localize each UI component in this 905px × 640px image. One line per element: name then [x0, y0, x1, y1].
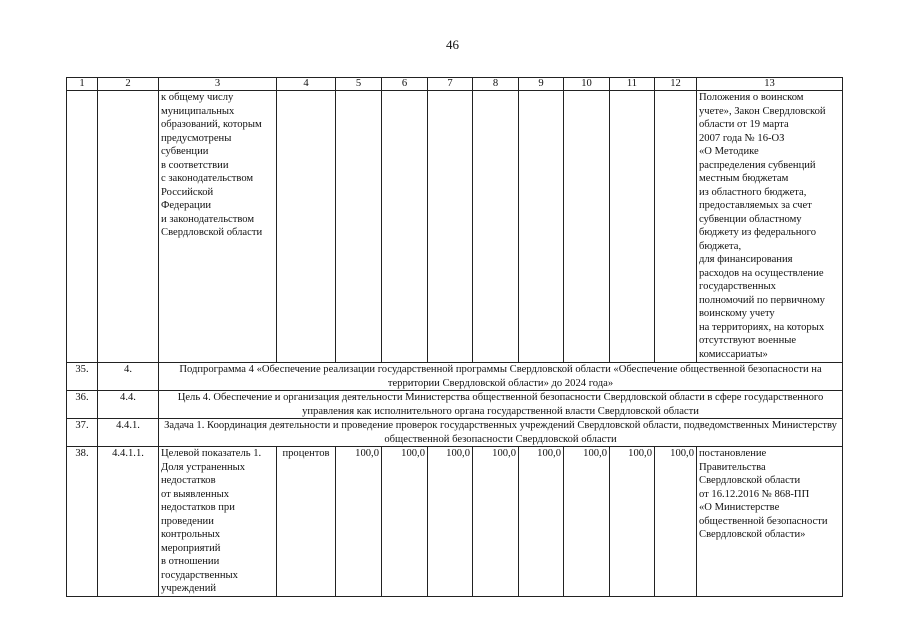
- indicator-value: 100,0: [519, 447, 564, 597]
- header-cell-7: 7: [428, 78, 473, 91]
- header-cell-10: 10: [564, 78, 610, 91]
- header-cell-13: 13: [697, 78, 843, 91]
- header-cell-11: 11: [610, 78, 655, 91]
- task-title: Задача 1. Координация деятельности и проведение проверок государственных учреждений Свердловской области, подведомственных Министерству общественной безопасности Свердловской области: [159, 419, 843, 447]
- row-code: 4.4.1.1.: [98, 447, 159, 597]
- indicator-value: 100,0: [336, 447, 382, 597]
- header-cell-2: 2: [98, 78, 159, 91]
- header-cell-1: 1: [67, 78, 98, 91]
- row-code: 4.4.1.: [98, 419, 159, 447]
- continuation-row: [67, 91, 843, 363]
- subprogram-title: Подпрограмма 4 «Обеспечение реализации государственной программы Свердловской области «Обеспечение общественной безопасности на территории Свердловской области» до 2024 года»: [159, 363, 843, 391]
- table-row: [67, 391, 843, 419]
- indicator-value: 100,0: [382, 447, 428, 597]
- indicator-row: [67, 447, 843, 597]
- header-cell-4: 4: [277, 78, 336, 91]
- row-number: 38.: [67, 447, 98, 597]
- header-row: [67, 78, 843, 91]
- header-cell-6: 6: [382, 78, 428, 91]
- header-cell-8: 8: [473, 78, 519, 91]
- header-cell-5: 5: [336, 78, 382, 91]
- header-cell-9: 9: [519, 78, 564, 91]
- goal-title: Цель 4. Обеспечение и организация деятельности Министерства общественной безопасности Свердловской области в сфере государственного управления как исполнительного органа государственной власти Свердловской области: [159, 391, 843, 419]
- row-number: 35.: [67, 363, 98, 391]
- indicator-value: 100,0: [564, 447, 610, 597]
- indicator-name: Целевой показатель 1. Доля устраненных недостатков от выявленных недостатков при проведении контрольных мероприятий в отношении государственных учреждений: [159, 447, 277, 597]
- row-code: 4.: [98, 363, 159, 391]
- page-number: 46: [446, 37, 459, 52]
- row-number: 36.: [67, 391, 98, 419]
- row-code: 4.4.: [98, 391, 159, 419]
- indicator-value: 100,0: [655, 447, 697, 597]
- indicator-value: 100,0: [428, 447, 473, 597]
- indicators-table: [66, 77, 843, 597]
- indicator-source: постановление Правительства Свердловской области от 16.12.2016 № 868-ПП «О Министерстве общественной безопасности Свердловской области»: [697, 447, 843, 597]
- table-row: [67, 363, 843, 391]
- continuation-source-text: Положения о воинском учете», Закон Свердловской области от 19 марта 2007 года № 16-ОЗ «О Методике распределения субвенций местным бюджетам из областного бюджета, предоставляемых за счет субвенции областному бюджету из федерального бюджета, для финансирования расходов на осуществление государственных полномочий по первичному воинскому учету на территориях, на которых отсутствуют военные комиссариаты»: [697, 91, 843, 363]
- indicator-value: 100,0: [610, 447, 655, 597]
- continuation-indicator-text: к общему числу муниципальных образований, которым предусмотрены субвенции в соответствии с законодательством Российской Федерации и законодательством Свердловской области: [159, 91, 277, 363]
- indicator-unit: процентов: [277, 447, 336, 597]
- indicator-value: 100,0: [473, 447, 519, 597]
- header-cell-3: 3: [159, 78, 277, 91]
- row-number: 37.: [67, 419, 98, 447]
- table-row: [67, 419, 843, 447]
- header-cell-12: 12: [655, 78, 697, 91]
